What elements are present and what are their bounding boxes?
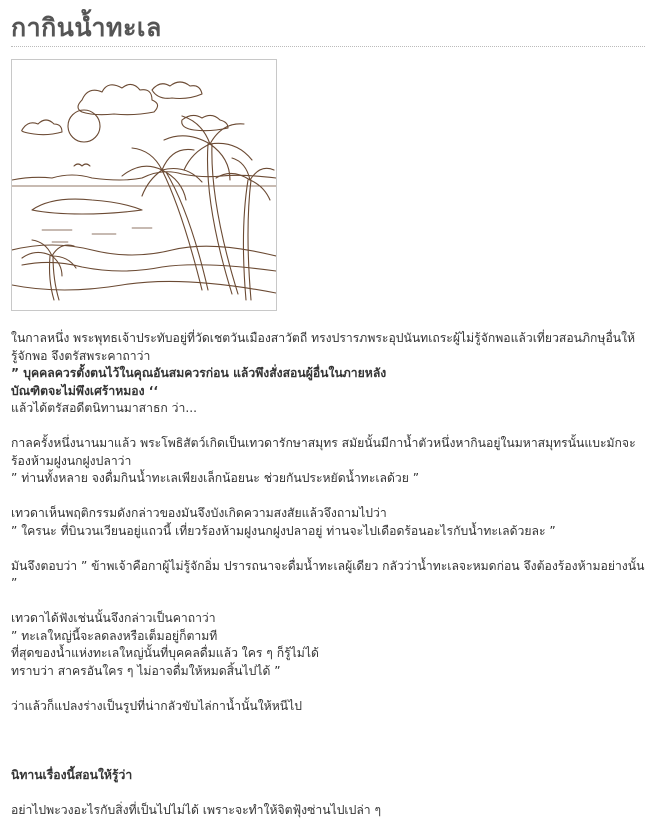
sea-palm-sketch-image [12,60,276,310]
verse-line-2: ที่สุดของน้ำแห่งทะเลใหญ่นั้นที่บุคคลดื่มแล้ว ใคร ๆ ก็รู้ไม่ได้ [11,646,319,660]
verse-quote-line-1: ” บุคคลควรตั้งตนไว้ในคุณอันสมควรก่อน แล้วพึงสั่งสอนผู้อื่นในภายหลัง [11,366,387,380]
article-body [11,330,645,820]
paragraph-ending: ว่าแล้วก็แปลงร่างเป็นรูปที่น่ากลัวขับไล่กาน้ำนั้นให้หนีไป [11,698,302,713]
story-illustration [11,59,277,311]
moral-text: อย่าไปพะวงอะไรกับสิ่งที่เป็นไปไม่ได้ เพราะจะทำให้จิตฟุ้งซ่านไปเปล่า ๆ [11,803,382,817]
verse-line-1: ” ทะเลใหญ่นี้จะลดลงหรือเต็มอยู่ก็ตามที [11,628,218,643]
paragraph-transition: แล้วได้ตรัสอดีตนิทานมาสาธก ว่า... [11,401,197,415]
verse-line-3: ทราบว่า สาครอันใคร ๆ ไม่อาจดื่มให้หมดสิ้นไปได้ ” [11,663,281,678]
page-title: กากินน้ำทะเล [11,13,162,42]
paragraph-deity-doubt: เทวดาเห็นพฤติกรรมดังกล่าวของมันจึงบังเกิดความสงสัยแล้วจึงถามไปว่า [11,506,387,520]
paragraph-crow-warning: ” ท่านทั้งหลาย จงดื่มกินน้ำทะเลเพียงเล็กน้อยนะ ช่วยกันประหยัดน้ำทะเลด้วย ” [11,471,420,485]
paragraph-deity-verse-intro: เทวดาได้ฟังเช่นนั้นจึงกล่าวเป็นคาถาว่า [11,611,216,625]
paragraph-crow-answer: มันจึงตอบว่า ” ข้าพเจ้าคือกาผู้ไม่รู้จักอิ่ม ปรารถนาจะดื่มน้ำทะเลผู้เดียว กลัวว่าน้ำทะเลจะหมดก่อน จึงต้องร้องห้ามอย่างนั้น ” [11,558,645,590]
verse-quote-line-2: บัณฑิตจะไม่พึงเศร้าหมอง ‘‘ [11,383,159,398]
paragraph-story-start: กาลครั้งหนึ่งนานมาแล้ว พระโพธิสัตว์เกิดเป็นเทวดารักษาสมุทร สมัยนั้นมีกาน้ำตัวหนึ่งหากินอยู่ในมหาสมุทรนั้นแบะมักจะร้องห้ามฝูงนกฝูงปลาว่า [11,436,636,468]
paragraph-intro: ในกาลหนึ่ง พระพุทธเจ้าประทับอยู่ที่วัดเชตวันเมืองสาวัตถี ทรงปรารภพระอุปนันทเถระผู้ไม่รู้จักพอแล้วเที่ยวสอนภิกษุอื่นให้รู้จักพอ จึงตรัสพระคาถาว่า [11,331,636,363]
moral-heading: นิทานเรื่องนี้สอนให้รู้ว่า [11,768,133,782]
paragraph-deity-question: ” ใครนะ ที่บินวนเวียนอยู่แถวนี้ เที่ยวร้องห้ามฝูงนกฝูงปลาอยู่ ท่านจะไปเดือดร้อนอะไรกับน้ำทะเลด้วยละ ” [11,523,556,538]
title-divider [11,46,645,47]
